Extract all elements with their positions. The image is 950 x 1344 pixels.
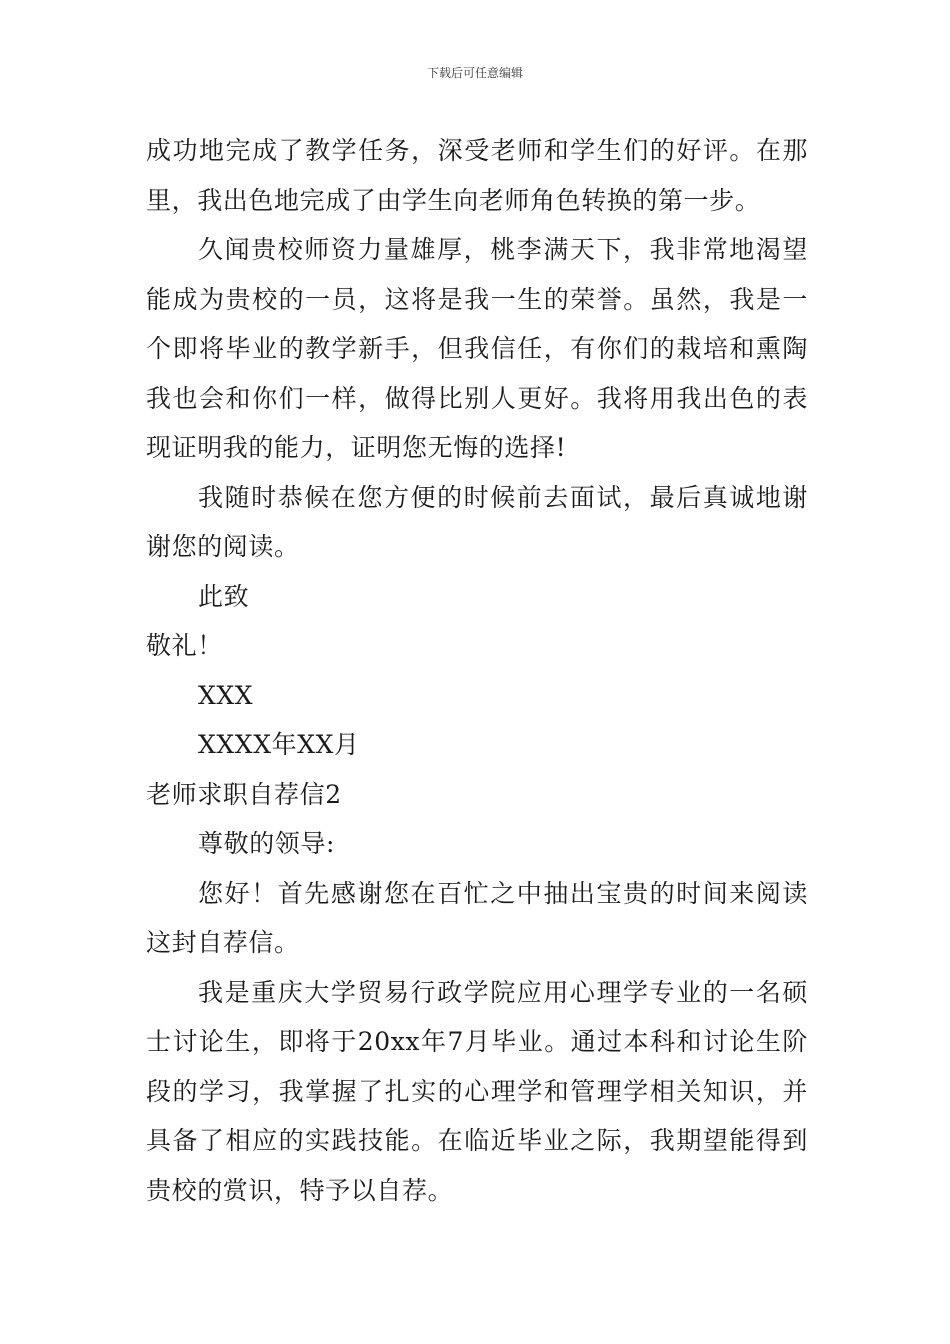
text-line: 敬礼！	[146, 631, 223, 660]
page-header: 下载后可任意编辑	[426, 66, 523, 80]
text-line: 现证明我的能力，证明您无悔的选择!	[146, 433, 567, 462]
document-body	[146, 126, 808, 1215]
text-line: 能成为贵校的一员，这将是我一生的荣誉。虽然，我是一	[146, 284, 808, 314]
text-line: 我随时恭候在您方便的时候前去面试，最后真诚地谢	[198, 482, 808, 512]
text-line: 里，我出色地完成了由学生向老师角色转换的第一步。	[146, 185, 761, 215]
text-line: XXXX年XX月	[198, 730, 360, 759]
text-line: XXX	[198, 680, 254, 710]
text-line: 此致	[198, 581, 250, 611]
text-line: 成功地完成了教学任务，深受老师和学生们的好评。在那	[146, 136, 808, 165]
text-line: 尊敬的领导:	[198, 829, 336, 858]
text-line: 具备了相应的实践技能。在临近毕业之际，我期望能得到	[146, 1126, 808, 1155]
text-line: 这封自荐信。	[146, 928, 300, 957]
text-line: 贵校的赏识，特予以自荐。	[146, 1175, 454, 1205]
text-line: 我也会和你们一样，做得比别人更好。我将用我出色的表	[146, 383, 808, 413]
text-line: 久闻贵校师资力量雄厚，桃李满天下，我非常地渴望	[198, 235, 808, 264]
text-line: 老师求职自荐信2	[146, 779, 342, 809]
text-line: 士讨论生，即将于20xx年7月毕业。通过本科和讨论生阶	[146, 1027, 808, 1056]
text-line: 谢您的阅读。	[146, 532, 300, 561]
text-line: 个即将毕业的教学新手，但我信任，有你们的栽培和熏陶	[146, 334, 808, 363]
text-line: 您好！首先感谢您在百忙之中抽出宝贵的时间来阅读	[198, 878, 808, 908]
text-line: 段的学习，我掌握了扎实的心理学和管理学相关知识，并	[146, 1076, 808, 1106]
text-line: 我是重庆大学贸易行政学院应用心理学专业的一名硕	[198, 977, 808, 1007]
